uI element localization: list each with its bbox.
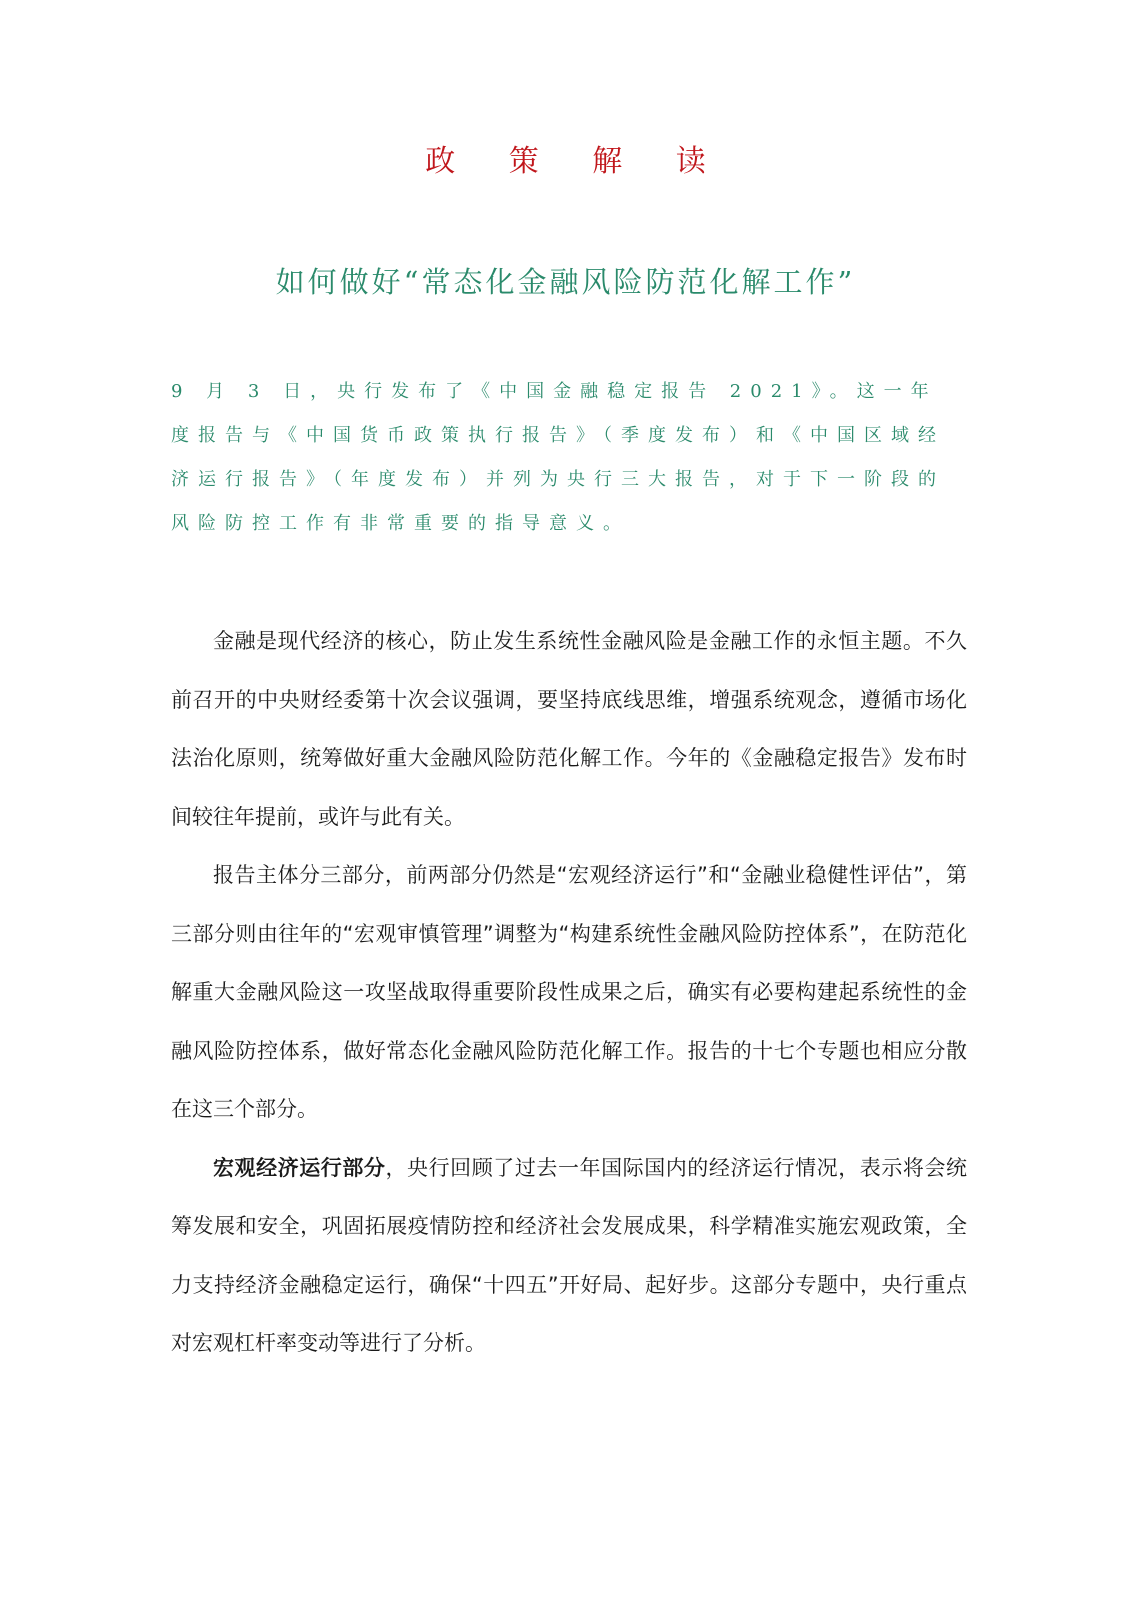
body-paragraph-2: 报告主体分三部分，前两部分仍然是“宏观经济运行”和“金融业稳健性评估”，第三部分则由往年的“宏观审慎管理”调整为“构建系统性金融风险防控体系”，在防范化解重大金融风险这一攻坚战取得重要阶段性成果之后，确实有必要构建起系统性的金融风险防控体系，做好常态化金融风险防范化解工作。报告的十七个专题也相应分散在这三个部分。 [171,863,967,1121]
body-paragraph-3 [171,1139,967,1373]
article-body [171,612,967,1373]
section-header: 政 策 解 读 [425,144,728,179]
lead-paragraph: 9 月 3 日，央行发布了《中国金融稳定报告 2021》。这一年度报告与《中国货币政策执行报告》（季度发布）和《中国区域经济运行报告》（年度发布）并列为央行三大报告，对于下一阶段的风险防控工作有非常重要的指导意义。 [171,381,945,534]
body-paragraph-3-heading: 宏观经济运行部分 [213,1155,386,1180]
body-paragraph-1: 金融是现代经济的核心，防止发生系统性金融风险是金融工作的永恒主题。不久前召开的中央财经委第十次会议强调，要坚持底线思维，增强系统观念，遵循市场化法治化原则，统筹做好重大金融风险防范化解工作。今年的《金融稳定报告》发布时间较往年提前，或许与此有关。 [171,629,967,829]
body-paragraph-3-text: ，央行回顾了过去一年国际国内的经济运行情况，表示将会统筹发展和安全，巩固拓展疫情防控和经济社会发展成果，科学精准实施宏观政策，全力支持经济金融稳定运行，确保“十四五”开好局、起好步。这部分专题中，央行重点对宏观杠杆率变动等进行了分析。 [171,1155,968,1355]
article-title: 如何做好“常态化金融风险防范化解工作” [275,265,856,299]
